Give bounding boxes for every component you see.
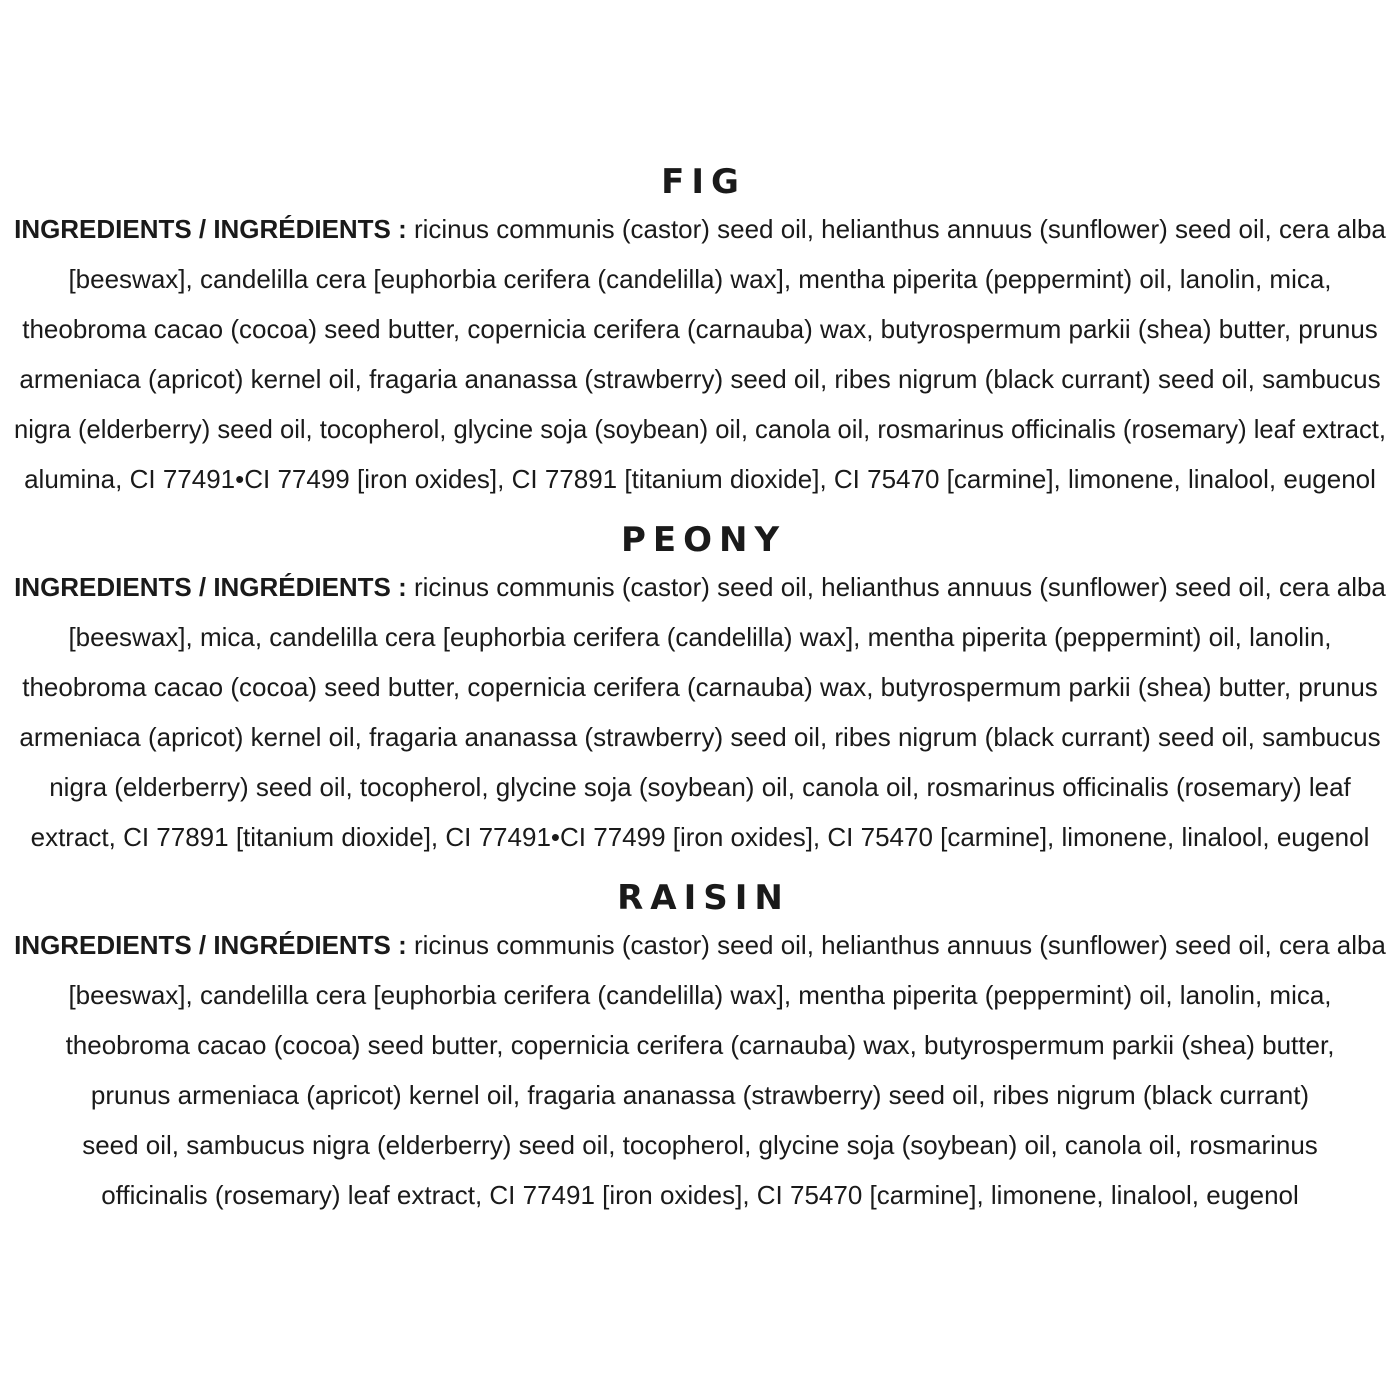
ingredients-line: theobroma cacao (cocoa) seed butter, copernicia cerifera (carnauba) wax, butyrospermum parkii (shea) butter, prunus	[22, 672, 1378, 702]
ingredients-line: [beeswax], candelilla cera [euphorbia cerifera (candelilla) wax], mentha piperita (peppermint) oil, lanolin, mica,	[68, 264, 1332, 294]
ingredients-line: armeniaca (apricot) kernel oil, fragaria ananassa (strawberry) seed oil, ribes nigrum (black currant) seed oil, sambucus	[19, 722, 1381, 752]
ingredients-list-fig	[0, 204, 1400, 504]
ingredients-line: extract, CI 77891 [titanium dioxide], CI 77491•CI 77499 [iron oxides], CI 75470 [carmine], limonene, linalool, eugenol	[30, 822, 1370, 852]
section-peony	[0, 518, 1400, 862]
ingredients-line	[0, 920, 1399, 970]
ingredients-line: [beeswax], mica, candelilla cera [euphorbia cerifera (candelilla) wax], mentha piperita (peppermint) oil, lanolin,	[68, 622, 1332, 652]
ingredients-label: INGREDIENTS / INGRÉDIENTS :	[14, 214, 407, 244]
ingredients-line: theobroma cacao (cocoa) seed butter, copernicia cerifera (carnauba) wax, butyrospermum parkii (shea) butter,	[65, 1030, 1335, 1060]
ingredients-text: ricinus communis (castor) seed oil, helianthus annuus (sunflower) seed oil, cera alba	[406, 572, 1386, 602]
ingredients-label: INGREDIENTS / INGRÉDIENTS :	[14, 930, 407, 960]
ingredients-line: armeniaca (apricot) kernel oil, fragaria ananassa (strawberry) seed oil, ribes nigrum (black currant) seed oil, sambucus	[19, 364, 1381, 394]
section-title-raisin: RAISIN	[617, 878, 790, 918]
ingredients-text: ricinus communis (castor) seed oil, helianthus annuus (sunflower) seed oil, cera alba	[406, 214, 1386, 244]
section-spacer	[0, 862, 1400, 876]
section-title-fig: FIG	[661, 162, 746, 202]
ingredients-line: nigra (elderberry) seed oil, tocopherol, glycine soja (soybean) oil, canola oil, rosmarinus officinalis (rosemary) leaf extract,	[13, 414, 1387, 444]
section-raisin	[0, 876, 1400, 1220]
ingredients-label: INGREDIENTS / INGRÉDIENTS :	[14, 572, 407, 602]
ingredients-line	[0, 562, 1399, 612]
section-spacer	[0, 504, 1400, 518]
ingredients-text: ricinus communis (castor) seed oil, helianthus annuus (sunflower) seed oil, cera alba	[406, 930, 1386, 960]
ingredients-list-peony	[0, 562, 1400, 862]
ingredient-label-sheet	[0, 160, 1400, 1220]
ingredients-line: theobroma cacao (cocoa) seed butter, copernicia cerifera (carnauba) wax, butyrospermum parkii (shea) butter, prunus	[22, 314, 1378, 344]
ingredients-list-raisin	[0, 920, 1400, 1220]
section-fig	[0, 160, 1400, 504]
ingredients-line: prunus armeniaca (apricot) kernel oil, fragaria ananassa (strawberry) seed oil, ribes nigrum (black currant)	[90, 1080, 1310, 1110]
ingredients-line: alumina, CI 77491•CI 77499 [iron oxides], CI 77891 [titanium dioxide], CI 75470 [carmine], limonene, linalool, eugenol	[24, 464, 1376, 494]
ingredients-line: seed oil, sambucus nigra (elderberry) seed oil, tocopherol, glycine soja (soybean) oil, canola oil, rosmarinus	[82, 1130, 1318, 1160]
ingredients-line: officinalis (rosemary) leaf extract, CI 77491 [iron oxides], CI 75470 [carmine], limonene, linalool, eugenol	[101, 1180, 1299, 1210]
ingredients-line	[0, 204, 1399, 254]
ingredients-line: nigra (elderberry) seed oil, tocopherol, glycine soja (soybean) oil, canola oil, rosmarinus officinalis (rosemary) leaf	[49, 772, 1351, 802]
section-title-peony: PEONY	[620, 520, 787, 560]
ingredients-line: [beeswax], candelilla cera [euphorbia cerifera (candelilla) wax], mentha piperita (peppermint) oil, lanolin, mica,	[68, 980, 1332, 1010]
